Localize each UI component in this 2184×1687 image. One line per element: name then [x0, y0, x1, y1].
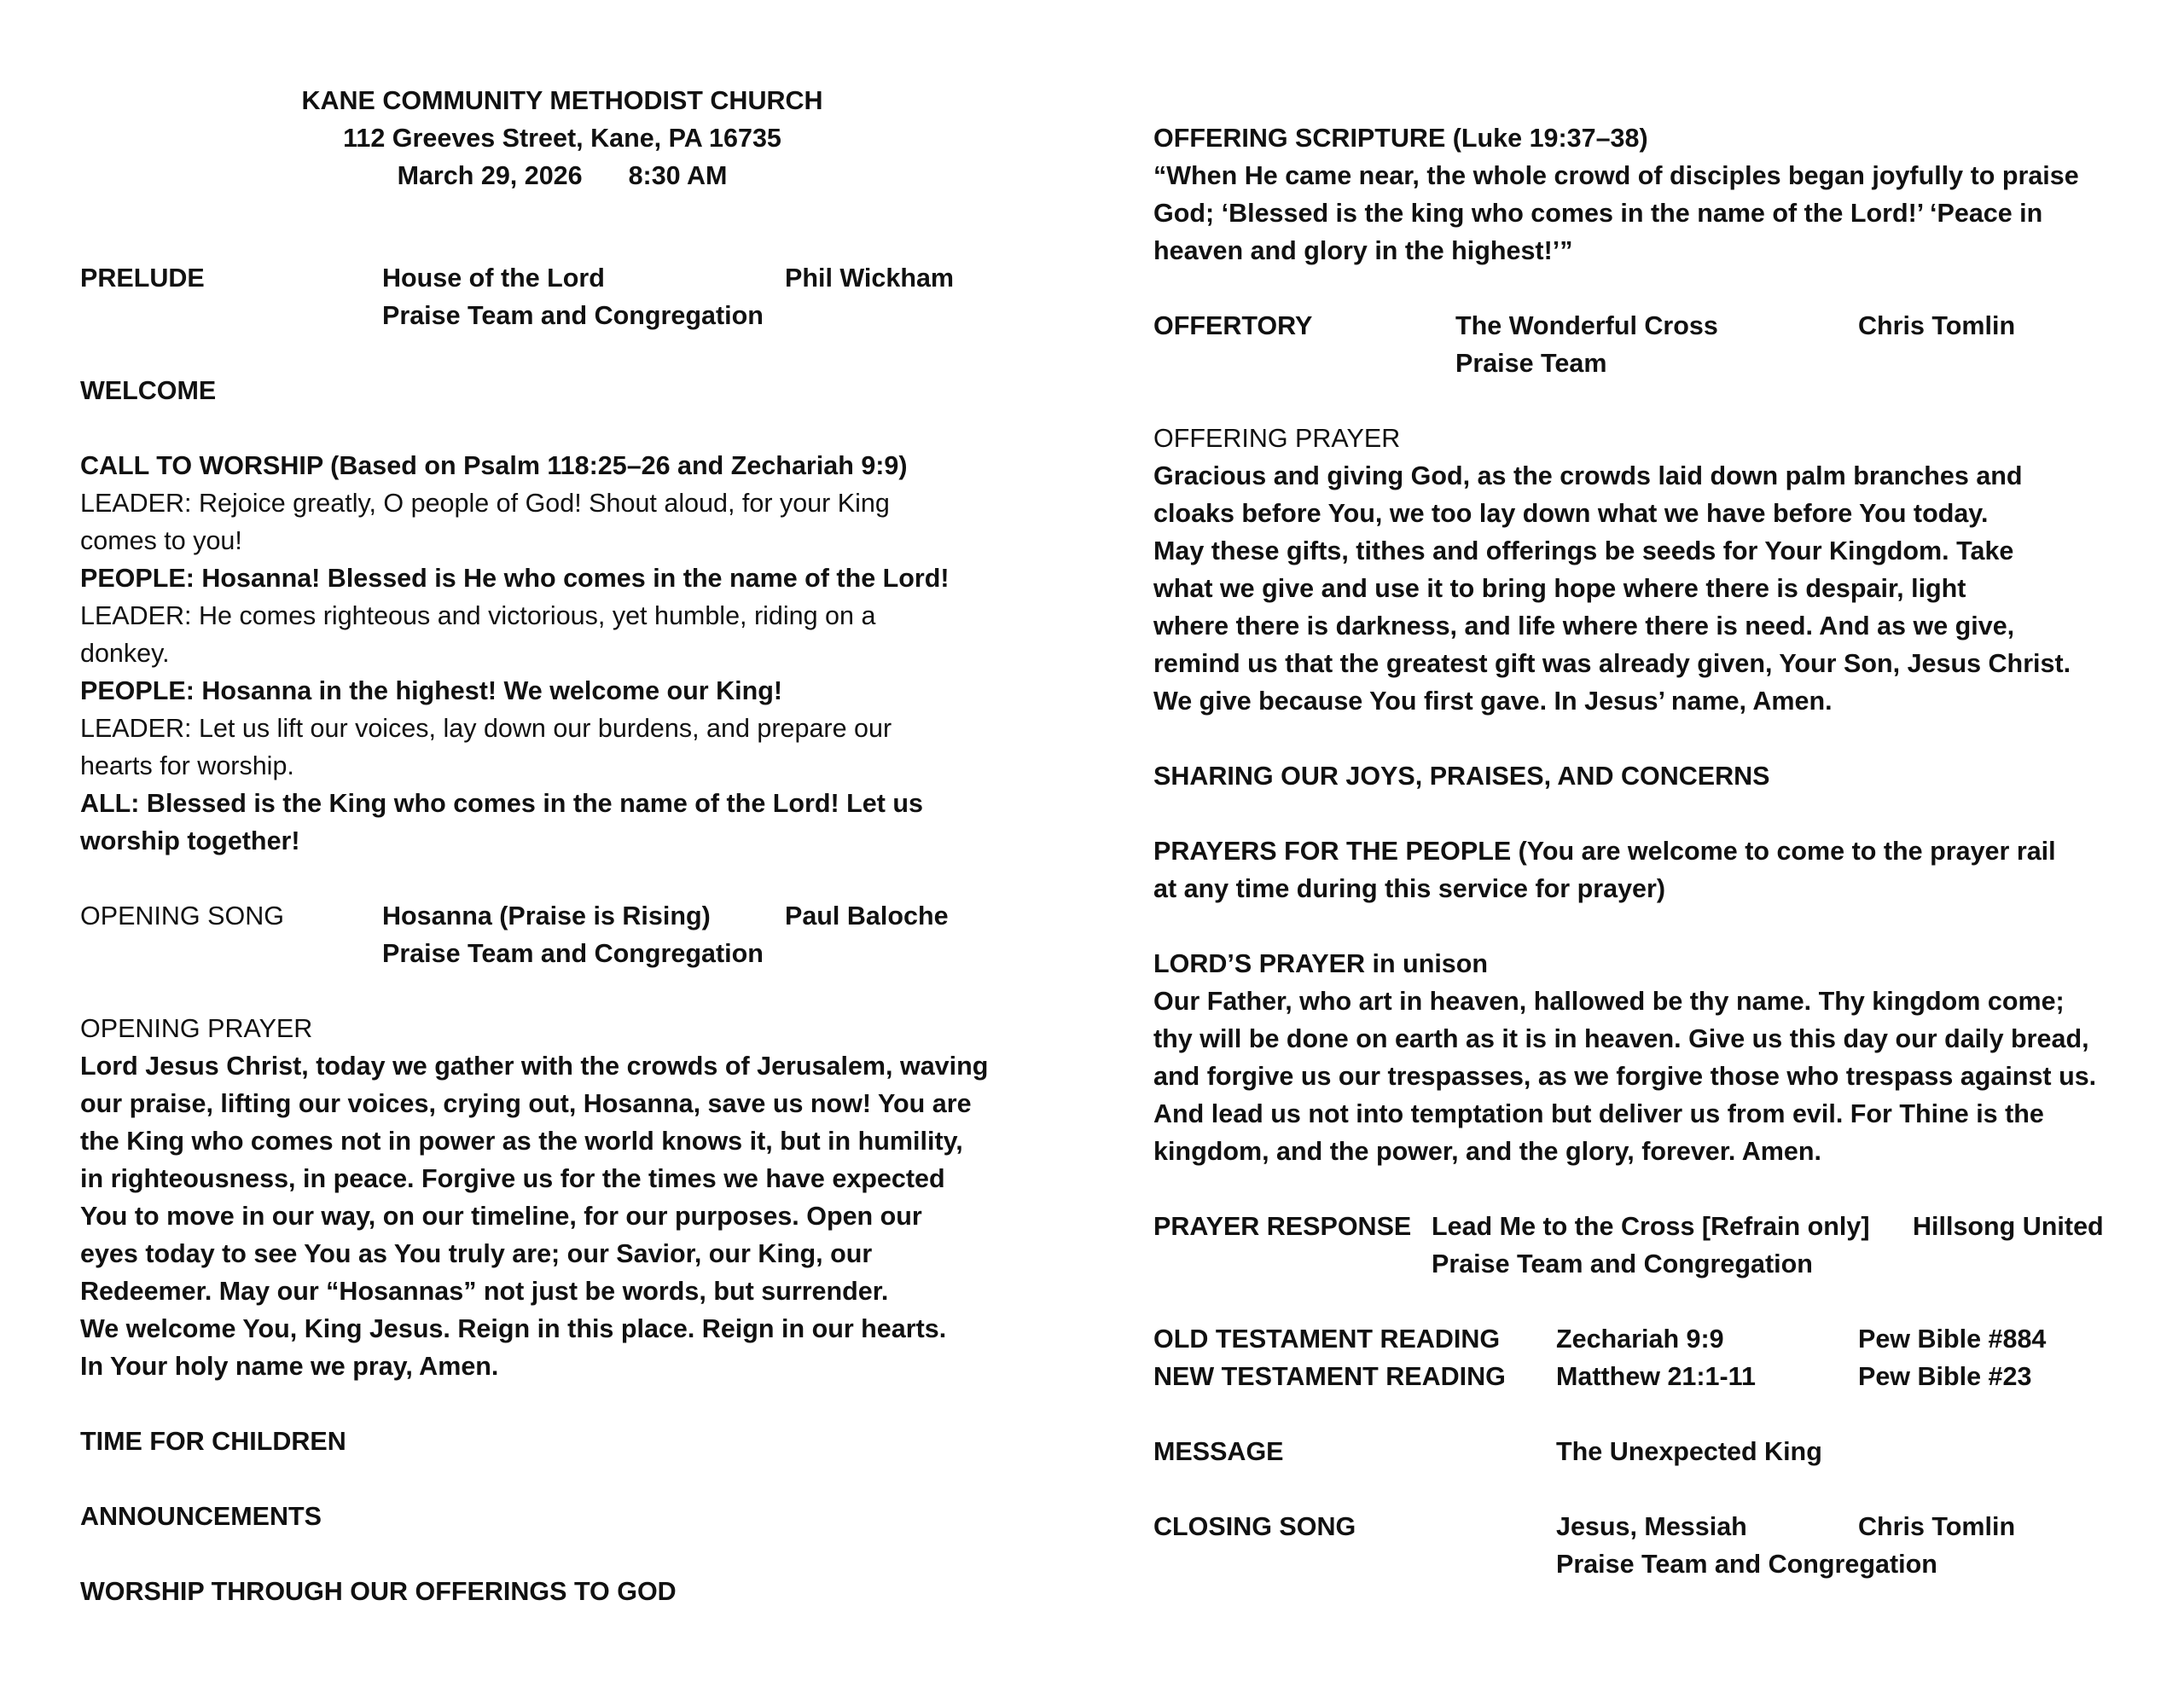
opening-prayer-line: our praise, lifting our voices, crying out, Hosanna, save us now! You are	[80, 1089, 972, 1118]
service-datetime	[80, 157, 1044, 194]
old-testament-passage: Zechariah 9:9	[1556, 1325, 1724, 1354]
prayer-response-row	[1153, 1208, 2135, 1245]
left-column	[80, 259, 1044, 1610]
opening-song-performers: Praise Team and Congregation	[382, 939, 764, 968]
opening-prayer-line: Redeemer. May our “Hosannas” not just be words, but surrender.	[80, 1277, 889, 1306]
offertory-performers: Praise Team	[1455, 349, 1607, 378]
offering-scripture-line: “When He came near, the whole crowd of disciples began joyfully to praise	[1153, 161, 2079, 190]
offering-scripture-line: heaven and glory in the highest!’”	[1153, 236, 1573, 265]
prelude-row	[80, 259, 1044, 297]
opening-song-row	[80, 897, 1044, 935]
message-label: MESSAGE	[1153, 1437, 1284, 1466]
ctw-line: ALL: Blessed is the King who comes in the name of the Lord! Let us	[80, 789, 923, 818]
opening-prayer-heading: OPENING PRAYER	[80, 1014, 313, 1043]
lords-prayer-line: and forgive us our trespasses, as we forgive those who trespass against us.	[1153, 1062, 2097, 1091]
prayer-response-title: Lead Me to the Cross [Refrain only]	[1432, 1212, 1870, 1241]
lords-prayer-line: Our Father, who art in heaven, hallowed be thy name. Thy kingdom come;	[1153, 987, 2065, 1016]
ctw-line: PEOPLE: Hosanna! Blessed is He who comes in the name of the Lord!	[80, 564, 950, 593]
church-name: KANE COMMUNITY METHODIST CHURCH	[301, 86, 823, 115]
closing-song-performers: Praise Team and Congregation	[1556, 1550, 1937, 1579]
offering-prayer-line: remind us that the greatest gift was already given, Your Son, Jesus Christ.	[1153, 649, 2071, 678]
offertory-title: The Wonderful Cross	[1455, 311, 1718, 340]
prelude-performers-row	[80, 297, 1044, 334]
prayers-for-people-line: PRAYERS FOR THE PEOPLE (You are welcome to come to the prayer rail	[1153, 837, 2056, 866]
prelude-title: House of the Lord	[382, 264, 605, 293]
prayers-for-people-line: at any time during this service for prayer)	[1153, 874, 1666, 903]
offering-scripture-heading: OFFERING SCRIPTURE (Luke 19:37–38)	[1153, 124, 1648, 153]
time-for-children-heading: TIME FOR CHILDREN	[80, 1427, 346, 1456]
prayer-response-label: PRAYER RESPONSE	[1153, 1212, 1412, 1241]
church-address: 112 Greeves Street, Kane, PA 16735	[343, 124, 781, 153]
ctw-line: hearts for worship.	[80, 751, 294, 780]
offertory-label: OFFERTORY	[1153, 311, 1313, 340]
church-header	[80, 82, 1044, 194]
call-to-worship-heading: CALL TO WORSHIP (Based on Psalm 118:25–26 and Zechariah 9:9)	[80, 451, 908, 480]
opening-prayer-line: in righteousness, in peace. Forgive us for the times we have expected	[80, 1164, 945, 1193]
offertory-row	[1153, 307, 2135, 345]
offertory-artist: Chris Tomlin	[1858, 311, 2016, 340]
closing-song-performers-row	[1153, 1545, 2135, 1583]
prelude-label: PRELUDE	[80, 264, 205, 293]
ctw-line: LEADER: Let us lift our voices, lay down our burdens, and prepare our	[80, 714, 892, 743]
prelude-artist: Phil Wickham	[785, 264, 955, 293]
opening-prayer-line: In Your holy name we pray, Amen.	[80, 1352, 499, 1381]
lords-prayer-line: kingdom, and the power, and the glory, forever. Amen.	[1153, 1137, 1821, 1166]
offering-prayer-line: May these gifts, tithes and offerings be seeds for Your Kingdom. Take	[1153, 536, 2014, 565]
announcements-heading: ANNOUNCEMENTS	[80, 1502, 322, 1531]
prayer-response-artist: Hillsong United	[1913, 1212, 2104, 1241]
ctw-line: comes to you!	[80, 526, 242, 555]
offertory-performers-row	[1153, 345, 2135, 382]
old-testament-row	[1153, 1320, 2135, 1358]
offering-prayer-line: what we give and use it to bring hope where there is despair, light	[1153, 574, 1966, 603]
opening-prayer-line: You to move in our way, on our timeline, for our purposes. Open our	[80, 1202, 922, 1231]
opening-prayer-line: eyes today to see You as You truly are; our Savior, our King, our	[80, 1239, 873, 1268]
old-testament-label: OLD TESTAMENT READING	[1153, 1325, 1501, 1354]
ctw-line: worship together!	[80, 826, 300, 855]
prayer-response-performers: Praise Team and Congregation	[1432, 1249, 1813, 1278]
new-testament-location: Pew Bible #23	[1858, 1362, 2032, 1391]
opening-prayer-line: the King who comes not in power as the world knows it, but in humility,	[80, 1127, 963, 1156]
service-time: 8:30 AM	[628, 161, 728, 190]
offering-prayer-line: Gracious and giving God, as the crowds laid down palm branches and	[1153, 461, 2023, 490]
offering-prayer-line: where there is darkness, and life where there is need. And as we give,	[1153, 612, 2015, 641]
lords-prayer-heading: LORD’S PRAYER in unison	[1153, 949, 1489, 978]
old-testament-location: Pew Bible #884	[1858, 1325, 2047, 1354]
prayer-response-performers-row	[1153, 1245, 2135, 1283]
closing-song-label: CLOSING SONG	[1153, 1512, 1356, 1541]
new-testament-label: NEW TESTAMENT READING	[1153, 1362, 1506, 1391]
message-row	[1153, 1433, 2135, 1470]
ctw-line: donkey.	[80, 639, 170, 668]
right-column	[1153, 119, 2135, 1583]
new-testament-passage: Matthew 21:1-11	[1556, 1362, 1756, 1391]
new-testament-row	[1153, 1358, 2135, 1395]
welcome-heading: WELCOME	[80, 376, 217, 405]
opening-song-performers-row	[80, 935, 1044, 972]
offering-prayer-line: We give because You first gave. In Jesus’ name, Amen.	[1153, 687, 1833, 716]
ctw-line: PEOPLE: Hosanna in the highest! We welcome our King!	[80, 676, 783, 705]
ctw-line: LEADER: Rejoice greatly, O people of God! Shout aloud, for your King	[80, 489, 890, 518]
ctw-line: LEADER: He comes righteous and victorious, yet humble, riding on a	[80, 601, 876, 630]
lords-prayer-line: thy will be done on earth as it is in heaven. Give us this day our daily bread,	[1153, 1024, 2089, 1053]
closing-song-title: Jesus, Messiah	[1556, 1512, 1747, 1541]
sharing-heading: SHARING OUR JOYS, PRAISES, AND CONCERNS	[1153, 762, 1770, 791]
opening-prayer-line: We welcome You, King Jesus. Reign in this place. Reign in our hearts.	[80, 1314, 947, 1343]
prelude-performers: Praise Team and Congregation	[382, 301, 764, 330]
offering-prayer-line: cloaks before You, we too lay down what we have before You today.	[1153, 499, 1989, 528]
closing-song-row	[1153, 1508, 2135, 1545]
offering-scripture-line: God; ‘Blessed is the king who comes in the name of the Lord!’ ‘Peace in	[1153, 199, 2043, 228]
service-date: March 29, 2026	[397, 161, 583, 190]
worship-offerings-heading: WORSHIP THROUGH OUR OFFERINGS TO GOD	[80, 1577, 677, 1606]
opening-song-artist: Paul Baloche	[785, 901, 949, 930]
message-title: The Unexpected King	[1556, 1437, 1822, 1466]
opening-prayer-line: Lord Jesus Christ, today we gather with the crowds of Jerusalem, waving	[80, 1052, 989, 1081]
closing-song-artist: Chris Tomlin	[1858, 1512, 2016, 1541]
lords-prayer-line: And lead us not into temptation but deliver us from evil. For Thine is the	[1153, 1099, 2044, 1128]
opening-song-label: OPENING SONG	[80, 901, 284, 930]
opening-song-title: Hosanna (Praise is Rising)	[382, 901, 711, 930]
offering-prayer-heading: OFFERING PRAYER	[1153, 424, 1401, 453]
